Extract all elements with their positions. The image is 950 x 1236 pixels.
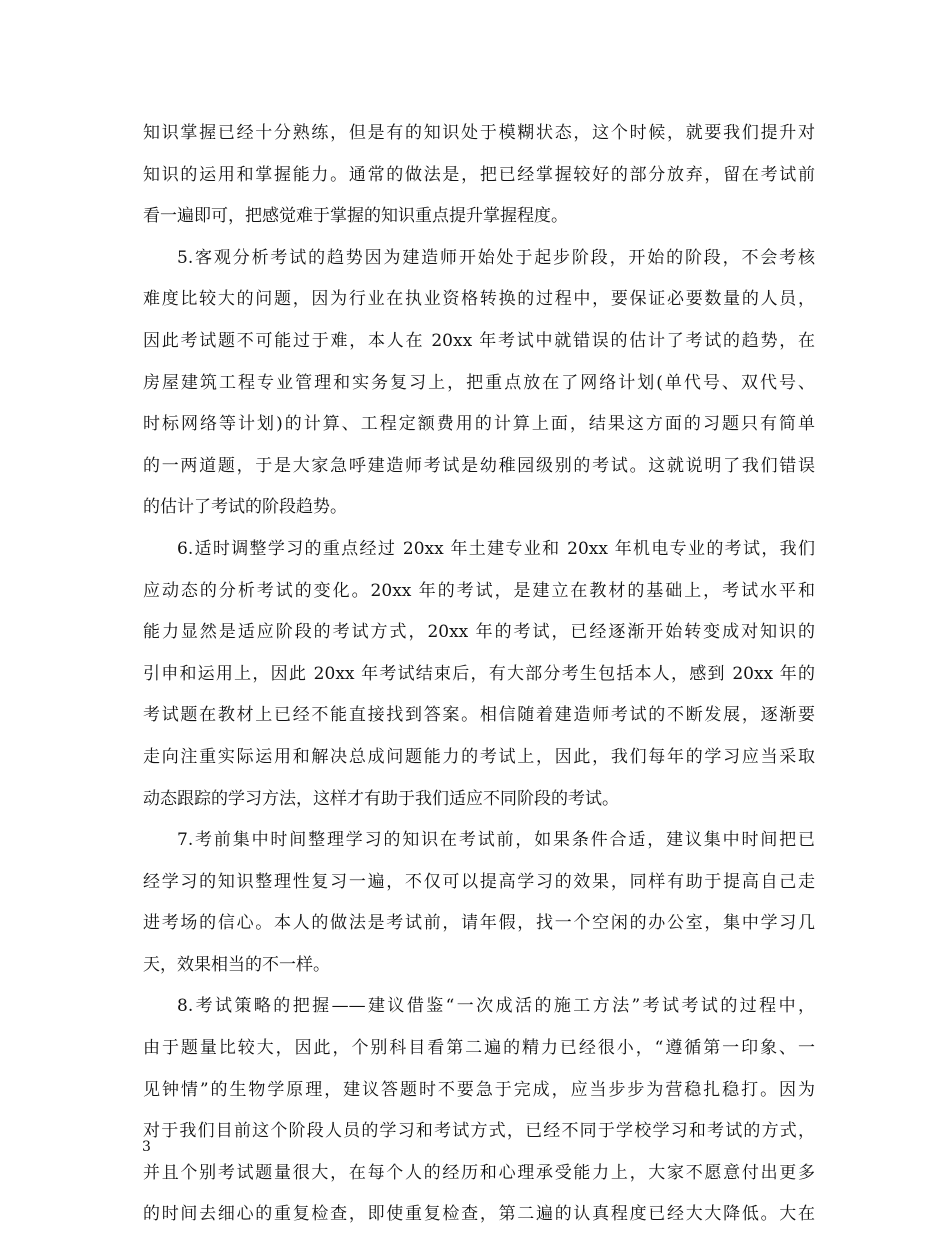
text-line: 经学习的知识整理性复习一遍，不仅可以提高学习的效果，同样有助于提高自己走 <box>143 871 815 892</box>
text-line: 的一两道题，于是大家急呼建造师考试是幼稚园级别的考试。这就说明了我们错误 <box>143 455 815 476</box>
text-line: 知识的运用和掌握能力。通常的做法是，把已经掌握较好的部分放弃，留在考试前 <box>143 164 815 185</box>
text-line: 能力显然是适应阶段的考试方式，20xx 年的考试，已经逐渐开始转变成对知识的 <box>143 622 815 643</box>
text-line: 8.考试策略的把握——建议借鉴“一次成活的施工方法”考试考试的过程中， <box>177 996 815 1017</box>
text-line: 见钟情”的生物学原理，建议答题时不要急于完成，应当步步为营稳扎稳打。因为 <box>143 1079 815 1100</box>
text-line: 动态跟踪的学习方法，这样才有助于我们适应不同阶段的考试。 <box>143 788 619 809</box>
text-line: 时标网络等计划)的计算、工程定额费用的计算上面，结果这方面的习题只有简单 <box>143 414 815 435</box>
text-line: 应动态的分析考试的变化。20xx 年的考试，是建立在教材的基础上，考试水平和 <box>143 580 815 601</box>
text-line: 6.适时调整学习的重点经过 20xx 年土建专业和 20xx 年机电专业的考试，我们 <box>177 538 815 559</box>
text-line: 进考场的信心。本人的做法是考试前，请年假，找一个空闲的办公室，集中学习几 <box>143 913 815 934</box>
text-line: 难度比较大的问题，因为行业在执业资格转换的过程中，要保证必要数量的人员， <box>143 289 815 310</box>
text-line: 房屋建筑工程专业管理和实务复习上，把重点放在了网络计划(单代号、双代号、 <box>143 372 815 393</box>
text-line: 由于题量比较大，因此，个别科目看第二遍的精力已经很小，“遵循第一印象、一 <box>143 1038 815 1059</box>
text-line: 引申和运用上，因此 20xx 年考试结束后，有大部分考生包括本人，感到 20xx 年的 <box>143 663 815 684</box>
text-line: 考试题在教材上已经不能直接找到答案。相信随着建造师考试的不断发展，逐渐要 <box>143 705 815 726</box>
text-line: 对于我们目前这个阶段人员的学习和考试方式，已经不同于学校学习和考试的方式， <box>143 1121 815 1142</box>
text-line: 并且个别考试题量很大，在每个人的经历和心理承受能力上，大家不愿意付出更多 <box>143 1162 815 1183</box>
text-line: 知识掌握已经十分熟练，但是有的知识处于模糊状态，这个时候，就要我们提升对 <box>143 123 815 143</box>
text-line: 的时间去细心的重复检查，即使重复检查，第二遍的认真程度已经大大降低。大在 <box>143 1204 815 1225</box>
page-number: 3 <box>142 1139 151 1155</box>
text-line: 天，效果相当的不一样。 <box>143 954 330 975</box>
text-line: 的估计了考试的阶段趋势。 <box>143 497 347 518</box>
text-line: 因此考试题不可能过于难，本人在 20xx 年考试中就错误的估计了考试的趋势，在 <box>143 330 815 351</box>
text-line: 7.考前集中时间整理学习的知识在考试前，如果条件合适，建议集中时间把已 <box>177 830 815 851</box>
text-line: 5.客观分析考试的趋势因为建造师开始处于起步阶段，开始的阶段，不会考核 <box>177 247 815 268</box>
body-text <box>143 113 815 1236</box>
text-line: 看一遍即可，把感觉难于掌握的知识重点提升掌握程度。 <box>143 206 568 227</box>
text-line: 走向注重实际运用和解决总成问题能力的考试上，因此，我们每年的学习应当采取 <box>143 746 815 767</box>
